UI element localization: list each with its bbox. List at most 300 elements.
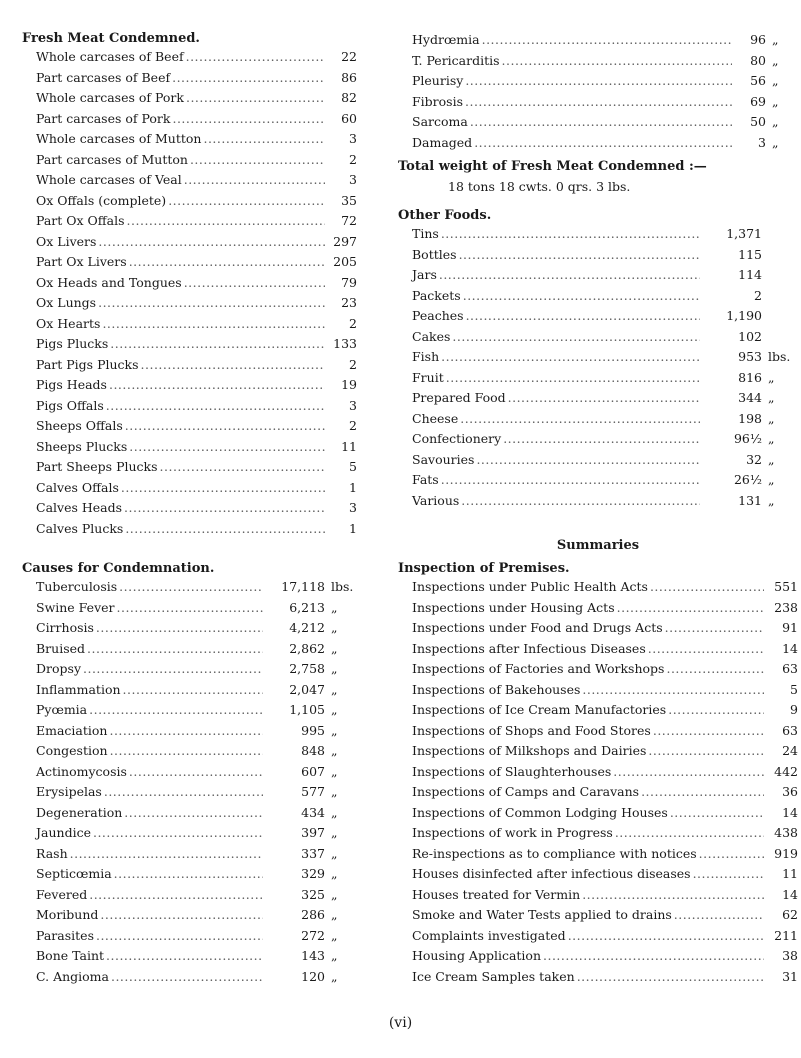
item-label: Fish xyxy=(412,349,440,364)
item-label: Confectionery xyxy=(412,431,502,446)
other-foods-list xyxy=(398,224,798,511)
item-value: 35 xyxy=(341,192,357,208)
list-item xyxy=(22,68,357,89)
leader-dots xyxy=(615,823,764,844)
leader-dots xyxy=(461,491,700,512)
leader-dots xyxy=(89,885,263,906)
item-label: Ox Livers xyxy=(36,233,97,249)
leader-dots xyxy=(668,700,764,721)
list-item xyxy=(398,926,798,947)
item-label: Inspections under Housing Acts xyxy=(412,599,615,615)
list-item xyxy=(22,375,357,396)
fresh-meat-heading: Fresh Meat Condemned. xyxy=(22,31,200,46)
item-value: 3 xyxy=(349,397,357,413)
list-item xyxy=(22,211,357,232)
item-label: Calves Offals xyxy=(36,479,119,495)
item-unit: „ xyxy=(772,93,779,109)
leader-dots xyxy=(96,618,263,639)
item-unit: „ xyxy=(331,927,338,943)
list-item xyxy=(22,498,357,519)
leader-dots xyxy=(568,926,764,947)
leader-dots xyxy=(653,721,764,742)
item-unit: „ xyxy=(331,845,338,861)
total-weight-heading: Total weight of Fresh Meat Condemned :— xyxy=(398,159,707,174)
leader-dots xyxy=(503,429,700,450)
leader-dots xyxy=(110,334,325,355)
leader-dots xyxy=(470,112,732,133)
item-label: Calves Heads xyxy=(36,500,123,515)
item-label: Part Pigs Plucks xyxy=(36,356,139,372)
item-label: Inspections under Public Health Acts xyxy=(412,579,648,594)
list-item xyxy=(398,133,798,154)
item-value: 91 xyxy=(782,620,798,635)
list-item xyxy=(22,967,357,988)
list-item xyxy=(22,700,357,721)
item-label: Ox Lungs xyxy=(36,295,97,310)
list-item xyxy=(398,823,798,844)
item-value: 198 xyxy=(738,410,762,426)
item-label: Degeneration xyxy=(36,804,123,820)
leader-dots xyxy=(465,71,732,92)
causes-list xyxy=(22,577,357,987)
item-value: 63 xyxy=(782,661,798,676)
item-value: 79 xyxy=(341,274,357,290)
item-label: Sheeps Offals xyxy=(36,418,123,433)
leader-dots xyxy=(98,293,325,314)
item-value: 607 xyxy=(301,763,325,779)
item-value: 995 xyxy=(301,722,325,738)
leader-dots xyxy=(87,639,263,660)
item-value: 5 xyxy=(349,459,357,474)
list-item xyxy=(22,334,357,355)
list-item xyxy=(22,905,357,926)
item-label: Whole carcases of Pork xyxy=(36,90,184,105)
item-label: Pleurisy xyxy=(412,73,464,88)
list-item xyxy=(22,129,357,150)
fresh-meat-list xyxy=(22,47,357,539)
item-value: 80 xyxy=(750,52,766,68)
summaries-title: Summaries xyxy=(556,538,640,553)
list-item xyxy=(398,803,798,824)
leader-dots xyxy=(665,618,764,639)
item-label: Cirrhosis xyxy=(36,620,94,635)
leader-dots xyxy=(127,211,325,232)
item-value: 115 xyxy=(738,246,762,262)
list-item xyxy=(22,273,357,294)
item-label: Sarcoma xyxy=(412,114,468,129)
item-unit: „ xyxy=(331,620,338,635)
list-item xyxy=(398,700,798,721)
list-item xyxy=(398,347,798,368)
list-item xyxy=(398,368,798,389)
item-label: Part carcases of Mutton xyxy=(36,151,188,167)
list-item xyxy=(398,741,798,762)
list-item xyxy=(398,327,798,348)
leader-dots xyxy=(89,700,263,721)
item-label: Septicœmia xyxy=(36,866,112,881)
item-value: 344 xyxy=(738,390,762,405)
leader-dots xyxy=(693,864,764,885)
leader-dots xyxy=(674,905,764,926)
list-item xyxy=(398,680,798,701)
item-label: Inspections of Camps and Caravans xyxy=(412,784,640,799)
item-value: 1 xyxy=(349,520,357,536)
item-value: 337 xyxy=(301,845,325,861)
list-item xyxy=(22,598,357,619)
list-item xyxy=(398,450,798,471)
item-label: Inspections of Common Lodging Houses xyxy=(412,804,668,820)
leader-dots xyxy=(124,498,325,519)
item-label: Fruit xyxy=(412,369,444,385)
causes-continued-list xyxy=(398,30,798,153)
item-unit: „ xyxy=(768,369,775,385)
leader-dots xyxy=(699,844,764,865)
item-value: 102 xyxy=(738,328,762,344)
list-item xyxy=(398,30,798,51)
list-item xyxy=(398,577,798,598)
other-foods-heading: Other Foods. xyxy=(398,208,492,223)
leader-dots xyxy=(670,803,764,824)
item-value: 22 xyxy=(341,49,357,64)
item-label: Ox Heads and Tongues xyxy=(36,274,182,290)
item-label: Fibrosis xyxy=(412,93,464,109)
leader-dots xyxy=(160,457,325,478)
item-value: 9 xyxy=(790,702,798,717)
leader-dots xyxy=(641,782,764,803)
leader-dots xyxy=(441,470,700,491)
item-unit: „ xyxy=(331,743,338,758)
item-label: Prepared Food xyxy=(412,390,506,405)
leader-dots xyxy=(109,375,325,396)
leader-dots xyxy=(70,844,263,865)
leader-dots xyxy=(543,946,764,967)
item-label: Tuberculosis xyxy=(36,579,118,594)
item-label: Whole carcases of Mutton xyxy=(36,131,202,146)
list-item xyxy=(22,618,357,639)
item-value: 14 xyxy=(782,640,798,656)
item-unit: „ xyxy=(768,492,775,508)
item-value: 63 xyxy=(782,722,798,738)
list-item xyxy=(398,844,798,865)
item-label: Jaundice xyxy=(36,825,91,840)
item-value: 36 xyxy=(782,784,798,799)
item-value: 38 xyxy=(782,948,798,963)
leader-dots xyxy=(172,68,325,89)
list-item xyxy=(22,314,357,335)
list-item xyxy=(22,88,357,109)
list-item xyxy=(22,803,357,824)
item-value: 3 xyxy=(349,172,357,187)
item-unit: „ xyxy=(331,722,338,738)
leader-dots xyxy=(460,409,700,430)
leader-dots xyxy=(125,416,325,437)
leader-dots xyxy=(129,762,263,783)
item-value: 4,212 xyxy=(289,620,325,635)
item-label: Ox Offals (complete) xyxy=(36,192,167,208)
list-item xyxy=(398,388,798,409)
item-value: 325 xyxy=(301,886,325,902)
list-item xyxy=(22,721,357,742)
item-value: 72 xyxy=(341,213,357,228)
item-label: Inspections of Milkshops and Dairies xyxy=(412,743,647,758)
item-label: Houses disinfected after infectious diseases xyxy=(412,866,691,881)
leader-dots xyxy=(100,905,263,926)
item-unit: „ xyxy=(331,948,338,963)
list-item xyxy=(398,905,798,926)
item-value: 442 xyxy=(774,763,798,779)
list-item xyxy=(22,680,357,701)
list-item xyxy=(398,782,798,803)
item-label: Cakes xyxy=(412,328,451,344)
leader-dots xyxy=(666,659,764,680)
item-value: 1,371 xyxy=(726,226,762,241)
item-unit: „ xyxy=(331,968,338,984)
item-value: 32 xyxy=(746,451,762,467)
list-item xyxy=(398,286,798,307)
item-value: 238 xyxy=(774,599,798,615)
item-label: Ice Cream Samples taken xyxy=(412,968,575,984)
leader-dots xyxy=(650,577,764,598)
leader-dots xyxy=(476,450,700,471)
item-label: Congestion xyxy=(36,743,108,758)
leader-dots xyxy=(648,741,764,762)
inspection-section xyxy=(398,538,798,987)
item-value: 82 xyxy=(341,90,357,105)
item-value: 26½ xyxy=(733,472,762,487)
item-unit: „ xyxy=(331,763,338,779)
leader-dots xyxy=(93,823,263,844)
item-value: 205 xyxy=(333,254,357,269)
item-label: Packets xyxy=(412,287,461,303)
item-label: Bottles xyxy=(412,246,457,262)
leader-dots xyxy=(203,129,325,150)
list-item xyxy=(398,92,798,113)
item-value: 2,758 xyxy=(289,661,325,676)
item-unit: „ xyxy=(772,114,779,129)
item-value: 14 xyxy=(782,804,798,820)
item-value: 1,105 xyxy=(289,702,325,717)
leader-dots xyxy=(617,598,764,619)
item-label: Fevered xyxy=(36,886,88,902)
list-item xyxy=(22,293,357,314)
leader-dots xyxy=(648,639,764,660)
leader-dots xyxy=(446,368,700,389)
list-item xyxy=(398,967,798,988)
item-label: Inspections of Bakehouses xyxy=(412,681,581,697)
list-item xyxy=(22,926,357,947)
item-label: Part carcases of Beef xyxy=(36,69,171,85)
leader-dots xyxy=(83,659,263,680)
list-item xyxy=(22,150,357,171)
list-item xyxy=(22,457,357,478)
item-unit: „ xyxy=(331,907,338,922)
list-item xyxy=(22,782,357,803)
item-label: Complaints investigated xyxy=(412,927,566,943)
list-item xyxy=(398,639,798,660)
item-unit: lbs. xyxy=(768,349,791,364)
leader-dots xyxy=(106,396,325,417)
leader-dots xyxy=(124,803,263,824)
item-unit: „ xyxy=(331,661,338,676)
item-value: 96 xyxy=(750,32,766,47)
item-value: 31 xyxy=(782,968,798,984)
item-value: 96½ xyxy=(733,431,762,446)
list-item xyxy=(398,245,798,266)
item-unit: „ xyxy=(331,681,338,697)
list-item xyxy=(22,659,357,680)
leader-dots xyxy=(502,51,732,72)
list-item xyxy=(22,639,357,660)
leader-dots xyxy=(482,30,732,51)
item-unit: „ xyxy=(772,32,779,47)
item-label: Inspections of Ice Cream Manufactories xyxy=(412,702,667,717)
item-unit: „ xyxy=(772,52,779,68)
list-item xyxy=(22,355,357,376)
item-label: Smoke and Water Tests applied to drains xyxy=(412,907,672,922)
leader-dots xyxy=(125,519,325,540)
item-label: Pigs Heads xyxy=(36,377,107,392)
item-value: 3 xyxy=(349,500,357,515)
list-item xyxy=(398,429,798,450)
item-value: 397 xyxy=(301,825,325,840)
item-label: Tins xyxy=(412,226,439,241)
item-label: C. Angioma xyxy=(36,968,109,984)
item-unit: „ xyxy=(331,825,338,840)
item-value: 577 xyxy=(301,784,325,799)
item-value: 69 xyxy=(750,93,766,109)
list-item xyxy=(398,51,798,72)
item-label: Pyœmia xyxy=(36,702,88,717)
item-value: 2,047 xyxy=(289,681,325,697)
leader-dots xyxy=(110,741,263,762)
item-value: 3 xyxy=(758,134,766,150)
item-unit: „ xyxy=(772,134,779,150)
leader-dots xyxy=(582,680,764,701)
inspection-heading: Inspection of Premises. xyxy=(398,561,570,576)
list-item xyxy=(398,721,798,742)
item-value: 24 xyxy=(782,743,798,758)
page-number: (vi) xyxy=(388,1015,413,1031)
item-value: 5 xyxy=(790,681,798,697)
list-item xyxy=(22,823,357,844)
item-label: Damaged xyxy=(412,134,473,150)
item-unit: „ xyxy=(331,866,338,881)
list-item xyxy=(398,112,798,133)
item-unit: „ xyxy=(768,431,775,446)
item-value: 143 xyxy=(301,948,325,963)
list-item xyxy=(398,864,798,885)
item-label: Inspections of work in Progress xyxy=(412,825,613,840)
item-value: 50 xyxy=(750,114,766,129)
list-item xyxy=(398,618,798,639)
item-value: 120 xyxy=(301,968,325,984)
item-label: Housing Application xyxy=(412,948,541,963)
item-unit: „ xyxy=(768,451,775,467)
list-item xyxy=(398,265,798,286)
item-value: 14 xyxy=(782,886,798,902)
list-item xyxy=(22,437,357,458)
item-label: Houses treated for Vermin xyxy=(412,886,581,902)
causes-heading: Causes for Condemnation. xyxy=(22,561,215,576)
item-value: 816 xyxy=(738,369,762,385)
leader-dots xyxy=(577,967,764,988)
leader-dots xyxy=(109,721,263,742)
item-unit: lbs. xyxy=(331,579,354,594)
leader-dots xyxy=(172,109,325,130)
list-item xyxy=(22,885,357,906)
list-item xyxy=(22,396,357,417)
leader-dots xyxy=(441,224,700,245)
item-label: Bone Taint xyxy=(36,948,105,963)
list-item xyxy=(22,741,357,762)
leader-dots xyxy=(141,355,325,376)
leader-dots xyxy=(190,150,325,171)
item-value: 2 xyxy=(754,287,762,303)
list-item xyxy=(22,478,357,499)
list-item xyxy=(398,470,798,491)
item-label: Re-inspections as to compliance with notices xyxy=(412,845,697,861)
item-unit: „ xyxy=(331,804,338,820)
item-value: 2 xyxy=(349,151,357,167)
item-label: Fats xyxy=(412,472,439,487)
list-item xyxy=(398,885,798,906)
list-item xyxy=(22,864,357,885)
leader-dots xyxy=(613,762,764,783)
item-unit: „ xyxy=(331,640,338,656)
leader-dots xyxy=(463,286,700,307)
item-value: 211 xyxy=(774,927,798,943)
item-label: Savouries xyxy=(412,451,475,467)
item-unit: „ xyxy=(768,390,775,405)
leader-dots xyxy=(117,598,263,619)
leader-dots xyxy=(119,577,263,598)
item-value: 131 xyxy=(738,492,762,508)
item-value: 286 xyxy=(301,907,325,922)
item-label: Moribund xyxy=(36,907,99,922)
item-unit: „ xyxy=(772,73,779,88)
list-item xyxy=(398,306,798,327)
item-label: Cheese xyxy=(412,410,459,426)
leader-dots xyxy=(184,273,325,294)
leader-dots xyxy=(465,92,732,113)
item-label: Sheeps Plucks xyxy=(36,438,128,454)
list-item xyxy=(22,946,357,967)
item-unit: „ xyxy=(331,599,338,615)
item-label: Calves Plucks xyxy=(36,520,124,536)
leader-dots xyxy=(96,926,263,947)
item-value: 2 xyxy=(349,356,357,372)
causes-section xyxy=(22,560,357,987)
leader-dots xyxy=(186,47,325,68)
item-label: Peaches xyxy=(412,308,464,323)
item-value: 11 xyxy=(341,438,357,454)
list-item xyxy=(22,416,357,437)
leader-dots xyxy=(114,864,263,885)
item-unit: „ xyxy=(768,410,775,426)
leader-dots xyxy=(129,437,325,458)
item-label: Inspections of Factories and Workshops xyxy=(412,661,665,676)
leader-dots xyxy=(508,388,700,409)
leader-dots xyxy=(106,946,263,967)
leader-dots xyxy=(439,265,700,286)
item-value: 11 xyxy=(782,866,798,881)
list-item xyxy=(22,170,357,191)
list-item xyxy=(22,577,357,598)
item-value: 60 xyxy=(341,110,357,126)
item-value: 297 xyxy=(333,233,357,249)
item-label: Part carcases of Pork xyxy=(36,110,171,126)
fresh-meat-section xyxy=(22,30,357,539)
